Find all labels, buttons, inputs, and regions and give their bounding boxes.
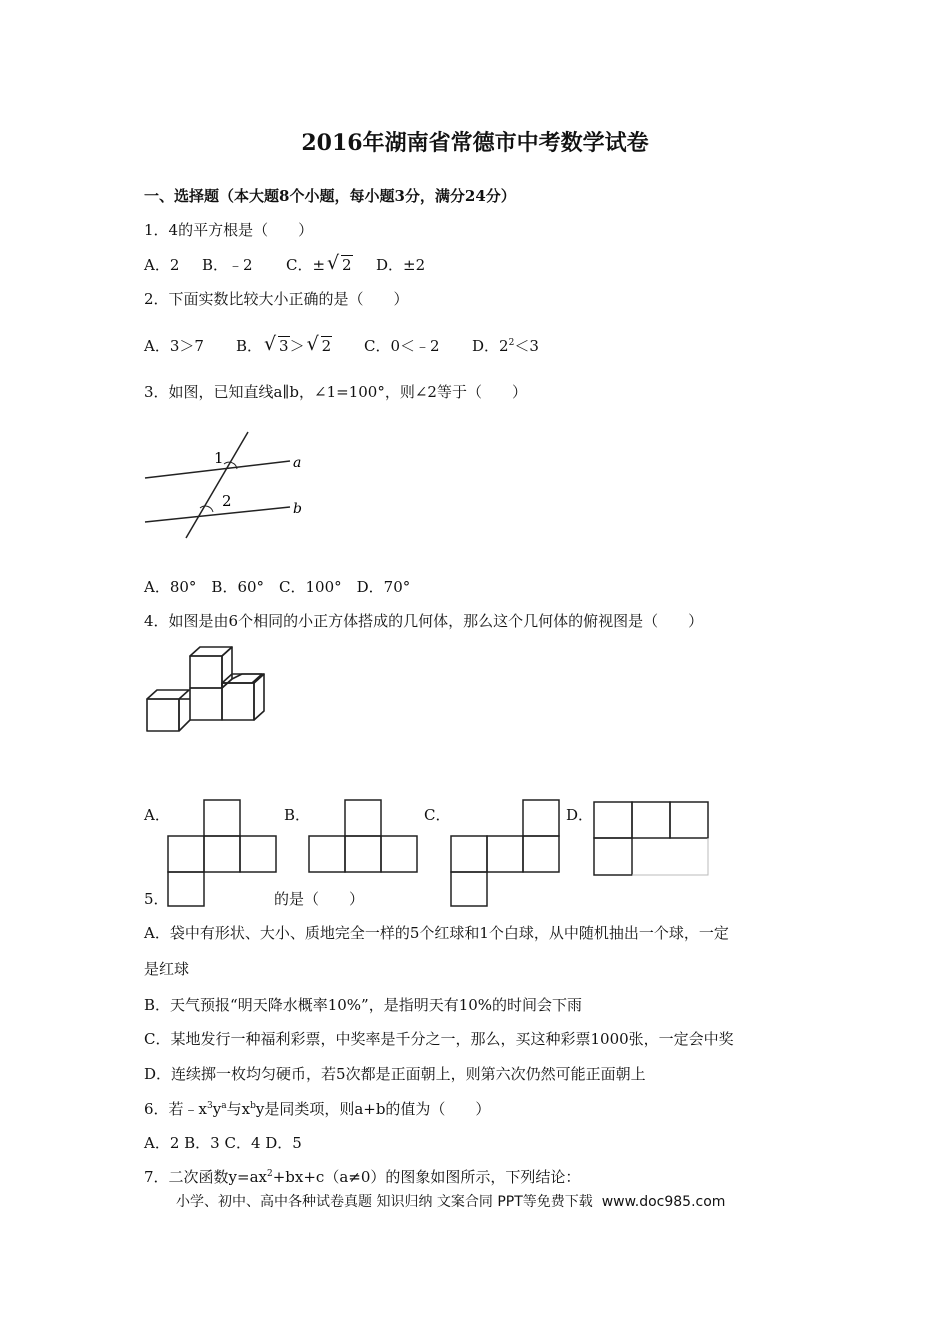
question-4-option-d-label: D． bbox=[566, 806, 594, 824]
question-1-option-c-radicand: 2 bbox=[342, 256, 352, 274]
question-4-option-b-label: B． bbox=[284, 806, 311, 824]
greater-than-sign: ＞ bbox=[289, 337, 305, 355]
question-1-option-a: A．2 bbox=[144, 256, 180, 274]
question-2-option-b-radicand-1: 3 bbox=[279, 337, 289, 355]
line-a-label: a bbox=[293, 455, 302, 471]
question-5-stem-tail: 的是（ ） bbox=[274, 890, 365, 908]
sqrt-symbol bbox=[307, 337, 333, 355]
question-6-exponent-2: a bbox=[221, 1101, 227, 1111]
question-1-option-c bbox=[286, 254, 353, 275]
sqrt-symbol bbox=[327, 256, 353, 274]
question-4-stem: 4．如图是由6个相同的小正方体搭成的几何体，那么这个几何体的俯视图是（ ） bbox=[144, 612, 704, 630]
question-3-stem: 3．如图，已知直线a∥b，∠1=100°，则∠2等于（ ） bbox=[144, 383, 527, 401]
question-2-option-a: A．3＞7 bbox=[144, 337, 204, 355]
option-b-grid-figure bbox=[307, 798, 419, 876]
question-5-option-c: C．某地发行一种福利彩票，中奖率是千分之一，那么，买这种彩票1000张，一定会中奖 bbox=[144, 1030, 734, 1048]
question-7-exponent: 2 bbox=[267, 1169, 273, 1179]
option-a-grid-figure bbox=[166, 798, 278, 908]
question-2-stem: 2．下面实数比较大小正确的是（ ） bbox=[144, 290, 409, 308]
page-title: 2016年湖南省常德市中考数学试卷 bbox=[301, 130, 649, 156]
question-4-option-a-label: A． bbox=[144, 806, 170, 824]
question-1-stem: 1．4的平方根是（ ） bbox=[144, 221, 314, 239]
question-6-part-3: 与x bbox=[226, 1100, 251, 1118]
question-1-option-d: D．±2 bbox=[376, 256, 426, 274]
question-2-option-d-exponent: 2 bbox=[508, 338, 515, 348]
question-5-option-b: B．天气预报“明天降水概率10%”，是指明天有10%的时间会下雨 bbox=[144, 996, 583, 1014]
question-5-option-d: D．连续掷一枚均匀硬币，若5次都是正面朝上，则第六次仍然可能正面朝上 bbox=[144, 1065, 646, 1083]
option-d-grid-figure bbox=[592, 800, 710, 878]
question-6-part-4: y是同类项，则a+b的值为（ ） bbox=[255, 1100, 491, 1118]
question-5-option-a-line-1: A．袋中有形状、大小、质地完全一样的5个红球和1个白球，从中随机抽出一个球，一定 bbox=[144, 924, 729, 942]
question-5-option-a-line-2: 是红球 bbox=[144, 960, 190, 978]
question-2-option-d-prefix: D．2 bbox=[472, 337, 509, 355]
angle-2-label: 2 bbox=[222, 492, 232, 510]
question-2-option-b bbox=[236, 335, 332, 356]
question-6-stem bbox=[144, 1098, 490, 1119]
footer-text: 小学、初中、高中各种试卷真题 知识归纳 文案合同 PPT等免费下载 bbox=[176, 1194, 593, 1210]
option-c-grid-figure bbox=[449, 798, 561, 908]
question-2-option-d bbox=[472, 335, 539, 356]
sqrt-symbol bbox=[264, 337, 290, 355]
question-2-option-b-prefix: B． bbox=[236, 337, 263, 355]
question-3-options: A．80° B．60° C．100° D．70° bbox=[144, 578, 411, 596]
question-5-number: 5． bbox=[144, 890, 169, 908]
question-6-part-1: 6．若﹣x bbox=[144, 1100, 208, 1118]
question-7-stem bbox=[144, 1166, 580, 1187]
question-1-option-c-prefix: C．± bbox=[286, 256, 326, 274]
question-6-exponent-1: 3 bbox=[207, 1101, 213, 1111]
question-2-option-d-suffix: ＜3 bbox=[514, 337, 539, 355]
angle-1-label: 1 bbox=[214, 449, 224, 467]
footer-site-link[interactable]: www.doc985.com bbox=[601, 1194, 726, 1210]
question-6-options: A．2 B．3 C．4 D．5 bbox=[144, 1134, 302, 1152]
section-heading: 一、选择题（本大题8个小题，每小题3分，满分24分） bbox=[144, 187, 516, 205]
question-1-option-b: B．﹣2 bbox=[202, 256, 253, 274]
question-6-exponent-3: b bbox=[250, 1101, 256, 1111]
question-6-part-2: y bbox=[212, 1100, 222, 1118]
question-2-option-b-radicand-2: 2 bbox=[321, 337, 332, 355]
cube-stack-figure bbox=[142, 644, 272, 736]
line-b-label: b bbox=[293, 501, 302, 517]
question-7-part-1: 7．二次函数y=ax bbox=[144, 1168, 267, 1186]
question-2-option-c: C．0＜﹣2 bbox=[364, 337, 440, 355]
question-7-part-2: +bx+c（a≠0）的图象如图所示，下列结论： bbox=[272, 1168, 581, 1186]
page-footer bbox=[176, 1191, 725, 1211]
parallel-lines-figure bbox=[140, 428, 320, 543]
question-4-option-c-label: C． bbox=[424, 806, 451, 824]
